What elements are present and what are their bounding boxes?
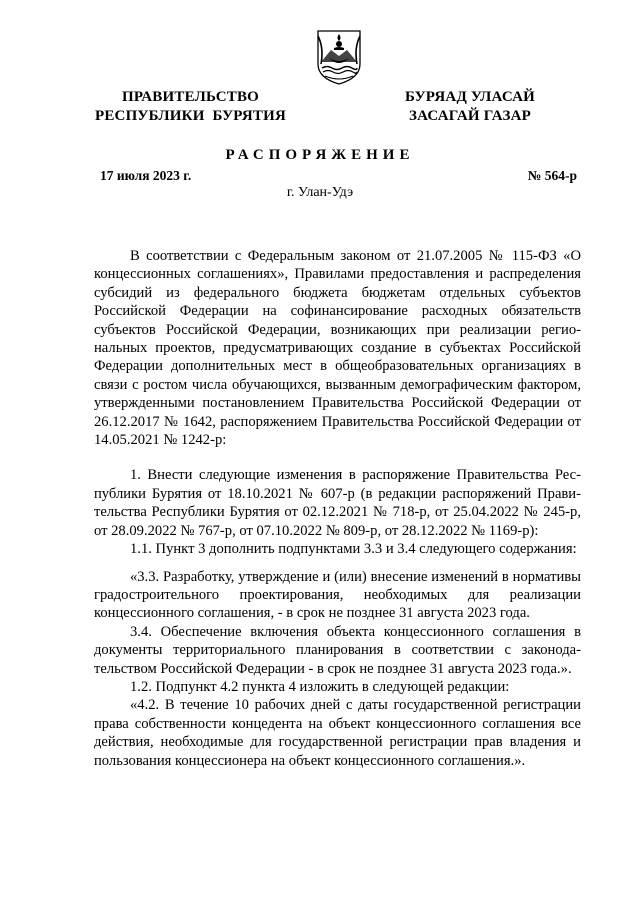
item-3-3-paragraph: «3.3. Разработку, утверждение и (или) внесение изменений в нормативы градостроительного проектирования, необходимых для реализации концессионного соглашения, - в срок не позднее 31 августа 2023 года. xyxy=(94,568,581,622)
buryatia-coat-of-arms-icon xyxy=(315,28,363,86)
document-city: г. Улан-Удэ xyxy=(286,185,354,200)
issuer-name-buryat xyxy=(384,88,556,126)
preamble-paragraph: В соответствии с Федеральным законом от 21.07.2005 № 115-ФЗ «О концессионных соглашениях», Правилами предоставления и распределения субсидий из федерального бюджета бюджетам отдельных субъектов Российской Федерации на софинансирование расходных обязательств субъектов Российской Федерации, возникающих при реализации региональных проектов, предусматривающих создание в субъектах Российской Федерации дополнительных мест в общеобразовательных организациях в связи с ростом числа обучающихся, вызванным демографическим фактором, утвержденными постановлением Правительства Российской Федерации от 26.12.2017 № 1642, распоряжением Правительства Российской Федерации от 14.05.2021 № 1242-р: xyxy=(94,248,581,449)
document-date: 17 июля 2023 г. xyxy=(100,168,192,183)
item-1-1-paragraph: 1.1. Пункт 3 дополнить подпунктами 3.3 и 3.4 следующего содержания: xyxy=(130,541,577,558)
issuer-buryat-line-1: БУРЯАД УЛАСАЙ xyxy=(404,89,536,105)
issuer-name-russian xyxy=(88,88,293,126)
document-body xyxy=(94,247,581,770)
document-title: РАСПОРЯЖЕНИЕ xyxy=(225,147,415,163)
issuer-buryat-line-2: ЗАСАГАЙ ГАЗАР xyxy=(409,108,531,124)
issuer-line-1: ПРАВИТЕЛЬСТВО xyxy=(121,89,260,105)
item-1-paragraph: 1. Внести следующие изменения в распоряжение Правительства Республики Бурятия от 18.10.2021 № 607-р (в редакции распоряжений Правительства Республики Бурятия от 02.12.2021 № 718-р, от 25.04.2022 № 245-р, от 28.09.2022 № 767-р, от 07.10.2022 № 809-р, от 28.12.2022 № 1169-р): xyxy=(94,467,581,539)
item-3-4-paragraph: 3.4. Обеспечение включения объекта концессионного соглашения в документы территориального планирования в соответствии с законодательством Российской Федерации - в срок не позднее 31 августа 2023 года.». xyxy=(94,623,581,677)
item-4-2-paragraph: «4.2. В течение 10 рабочих дней с даты государственной регистрации права собственности концедента на объект концессионного соглашения все действия, необходимые для государственной регистрации прав владения и пользования концессионера на объект концессионного соглашения.». xyxy=(94,697,581,769)
issuer-line-2: РЕСПУБЛИКИ БУРЯТИЯ xyxy=(94,108,287,124)
item-1-2-paragraph: 1.2. Подпункт 4.2 пункта 4 изложить в следующей редакции: xyxy=(130,678,510,695)
document-number: № 564-р xyxy=(527,168,577,183)
